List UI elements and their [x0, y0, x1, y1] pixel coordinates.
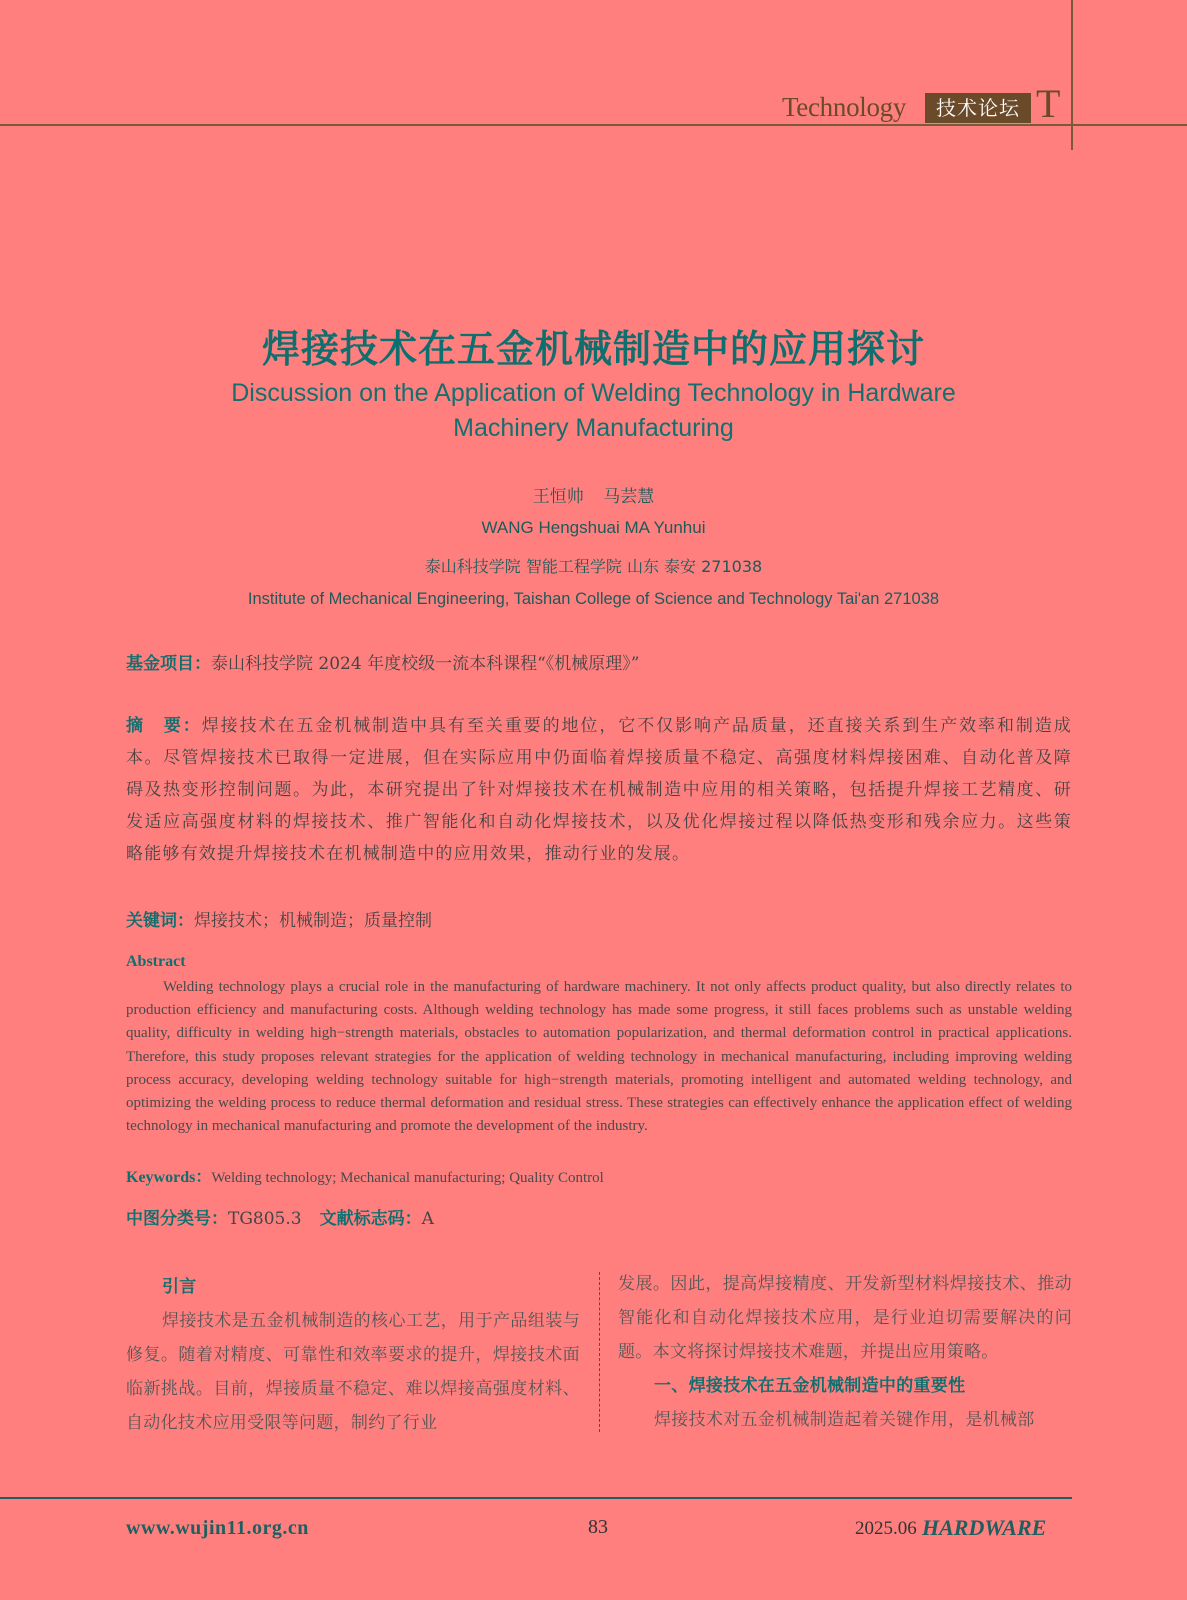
keywords-cn [126, 906, 432, 931]
intro-continued: 发展。因此，提高焊接精度、开发新型材料焊接技术、推动智能化和自动化焊接技术应用，是行业迫切需要解决的问题。本文将探讨焊接技术难题，并提出应用策略。 [618, 1274, 1072, 1362]
footer-magazine: HARDWARE [922, 1515, 1047, 1540]
header-section-en: Technology [782, 92, 907, 122]
fund-text: 泰山科技学院 2024 年度校级一流本科课程“《机械原理》” [211, 654, 640, 674]
section1-text: 焊接技术对五金机械制造起着关键作用，是机械部 [654, 1410, 1035, 1430]
doc-code-label: 文献标志码： [319, 1209, 422, 1229]
keywords-cn-label: 关键词： [126, 911, 194, 931]
doc-code-value: A [421, 1209, 434, 1229]
abstract-en-text: Welding technology plays a crucial role in the manufacturing of hardware machinery. It not only affects product quality, but also directly relates to production efficiency and manufacturing costs. Although welding technology has made some progress, it still faces problems such as unstable welding quality, difficulty in welding high−strength materials, obstacles to automation popularization, and thermal deformation control in practical applications. Therefore, this study proposes relevant strategies for the application of welding technology in mechanical manufacturing, including improving welding process accuracy, developing welding technology suitable for high−strength materials, promoting intelligent and automated welding technology, and optimizing the welding process to reduce thermal deformation and residual stress. These strategies can effectively enhance the application effect of welding technology in mechanical manufacturing and promote the development of the industry. [126, 979, 1072, 1135]
clc-value: TG805.3 [228, 1209, 302, 1229]
authors-cn: 王恒帅 马芸慧 [532, 487, 655, 507]
header-vertical-rule [1071, 0, 1073, 150]
title-cn: 焊接技术在五金机械制造中的应用探讨 [261, 327, 925, 371]
keywords-cn-text: 焊接技术；机械制造；质量控制 [194, 911, 432, 931]
page-number: 83 [588, 1516, 608, 1538]
title-en-line1: Discussion on the Application of Welding Technology in Hardware [231, 379, 956, 407]
abstract-cn-text: 焊接技术在五金机械制造中具有至关重要的地位，它不仅影响产品质量，还直接关系到生产效率和制造成本。尽管焊接技术已取得一定进展，但在实际应用中仍面临着焊接质量不稳定、高强度材料焊接困难、自动化普及障碍及热变形控制问题。为此，本研究提出了针对焊接技术在机械制造中应用的相关策略，包括提升焊接工艺精度、研发适应高强度材料的焊接技术、推广智能化和自动化焊接技术，以及优化焊接过程以降低热变形和残余应力。这些策略能够有效提升焊接技术在机械制造中的应用效果，推动行业的发展。 [126, 716, 1072, 864]
header-section-letter: T [1036, 81, 1061, 126]
classification-line [126, 1204, 434, 1229]
abstract-cn [126, 710, 1072, 870]
intro-heading: 引言 [162, 1277, 197, 1297]
abstract-cn-label: 摘 要： [126, 716, 202, 736]
keywords-en-label: Keywords： [126, 1169, 212, 1186]
fund-label: 基金项目： [126, 654, 211, 674]
clc-label: 中图分类号： [126, 1209, 228, 1229]
footer-url[interactable]: www.wujin11.org.cn [126, 1517, 309, 1539]
intro-text: 焊接技术是五金机械制造的核心工艺，用于产品组装与修复。随着对精度、可靠性和效率要求的提升，焊接技术面临新挑战。目前，焊接质量不稳定、难以焊接高强度材料、自动化技术应用受限等问题，制约了行业 [126, 1311, 580, 1433]
authors-en: WANG Hengshuai MA Yunhui [481, 518, 706, 537]
abstract-en-label: Abstract [126, 953, 186, 970]
body-right-column [618, 1267, 1072, 1437]
title-en-line2: Machinery Manufacturing [453, 414, 734, 442]
section1-heading: 一、焊接技术在五金机械制造中的重要性 [654, 1376, 966, 1396]
header-section-cn: 技术论坛 [925, 93, 1031, 123]
header-rule [0, 124, 1187, 126]
affiliation-en: Institute of Mechanical Engineering, Taishan College of Science and Technology Tai'an 271038 [247, 590, 940, 608]
footer-issue: 2025.06 [855, 1518, 917, 1539]
body-left-column [126, 1270, 580, 1440]
fund-line [126, 649, 639, 674]
column-divider [599, 1272, 600, 1432]
affiliation-cn: 泰山科技学院 智能工程学院 山东 泰安 271038 [424, 557, 763, 576]
keywords-en [126, 1164, 604, 1187]
keywords-en-text: Welding technology; Mechanical manufacturing; Quality Control [211, 1170, 604, 1186]
footer-rule [0, 1497, 1072, 1499]
title-en [150, 376, 1037, 446]
